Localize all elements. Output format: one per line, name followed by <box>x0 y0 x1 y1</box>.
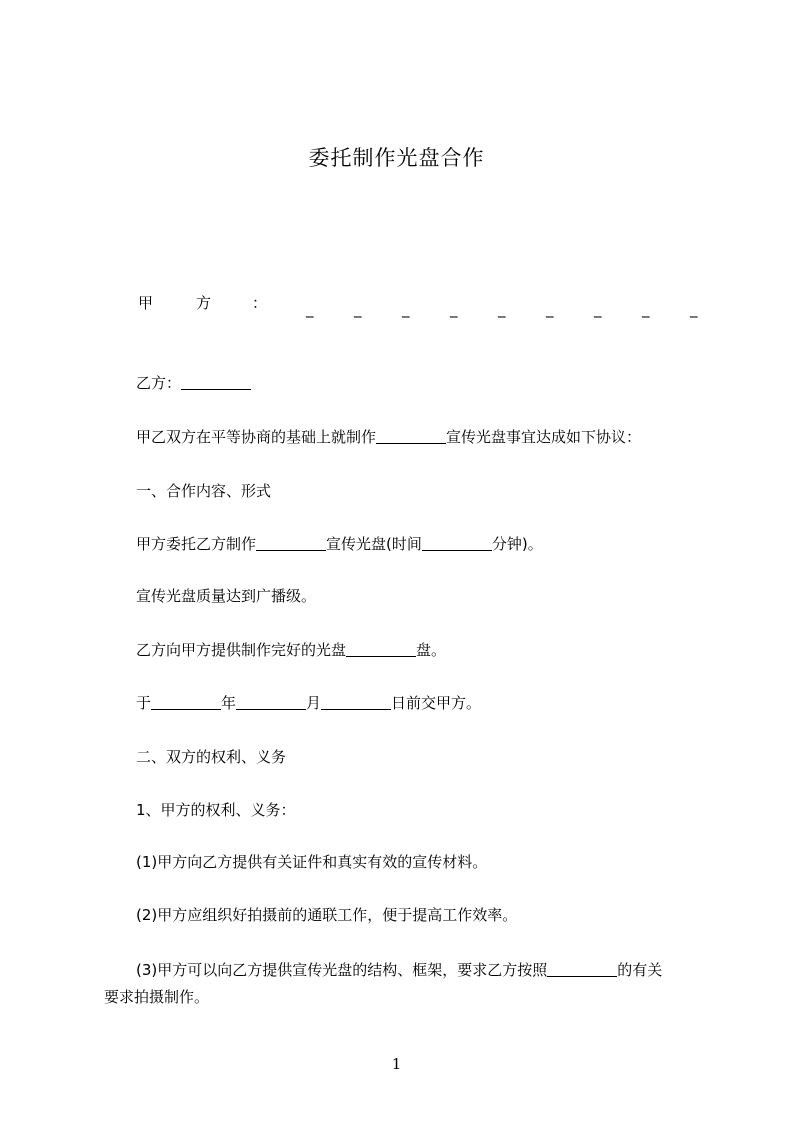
clause <box>104 957 704 1011</box>
clause: (1)甲方向乙方提供有关证件和真实有效的宣传材料。 <box>136 853 488 871</box>
commission-item <box>136 533 543 554</box>
fill-blank[interactable] <box>346 642 416 657</box>
party-a-blank[interactable]: _ <box>594 300 602 318</box>
discs-item <box>136 639 446 660</box>
party-a-char-1: 甲 <box>138 294 154 312</box>
party-a-colon: ： <box>252 294 268 312</box>
intro-paragraph <box>136 426 641 447</box>
clause-text: 要求拍摄制作。 <box>104 988 210 1006</box>
fill-blank[interactable] <box>422 536 492 551</box>
party-a-blank[interactable]: _ <box>498 300 506 318</box>
fill-blank[interactable] <box>376 429 446 444</box>
party-a-blank[interactable]: _ <box>642 300 650 318</box>
section-heading: 一、合作内容、形式 <box>136 482 272 500</box>
party-a-blank[interactable]: _ <box>306 300 314 318</box>
item-text: 年 <box>221 694 237 712</box>
page-number: 1 <box>391 1055 402 1073</box>
clause: (2)甲方应组织好拍摄前的通联工作，便于提高工作效率。 <box>136 906 518 924</box>
fill-blank[interactable] <box>547 962 617 977</box>
party-a-blank[interactable]: _ <box>354 300 362 318</box>
year-blank[interactable] <box>151 695 221 710</box>
party-a-blank[interactable]: _ <box>690 300 698 318</box>
clause-text: 的有关 <box>617 961 663 979</box>
party-a-char-2: 方 <box>196 294 212 312</box>
party-b-blank[interactable] <box>181 375 251 390</box>
intro-text: 宣传光盘事宜达成如下协议： <box>446 428 642 446</box>
quality-item: 宣传光盘质量达到广播级。 <box>136 587 317 605</box>
item-text: 分钟)。 <box>491 535 543 553</box>
item-text: 于 <box>136 694 152 712</box>
item-text: 乙方向甲方提供制作完好的光盘 <box>136 641 347 659</box>
item-text: 日前交甲方。 <box>391 694 482 712</box>
party-a-blank[interactable]: _ <box>450 300 458 318</box>
fill-blank[interactable] <box>256 536 326 551</box>
item-text: 盘。 <box>416 641 447 659</box>
day-blank[interactable] <box>321 695 391 710</box>
intro-text: 甲乙双方在平等协商的基础上就制作 <box>136 428 377 446</box>
subsection-heading: 1、甲方的权利、义务： <box>136 801 296 819</box>
delivery-date-item <box>136 692 481 713</box>
item-text: 月 <box>306 694 322 712</box>
section-heading: 二、双方的权利、义务 <box>136 748 287 766</box>
party-b-label: 乙方： <box>136 374 182 392</box>
document-title: 委托制作光盘合作 <box>308 146 485 170</box>
item-text: 甲方委托乙方制作 <box>136 535 257 553</box>
party-a-line <box>138 292 701 316</box>
month-blank[interactable] <box>236 695 306 710</box>
party-a-blank[interactable]: _ <box>402 300 410 318</box>
party-a-blank[interactable]: _ <box>546 300 554 318</box>
party-b-line <box>136 372 251 393</box>
item-text: 宣传光盘(时间 <box>326 535 422 553</box>
clause-text: (3)甲方可以向乙方提供宣传光盘的结构、框架，要求乙方按照 <box>136 961 548 979</box>
